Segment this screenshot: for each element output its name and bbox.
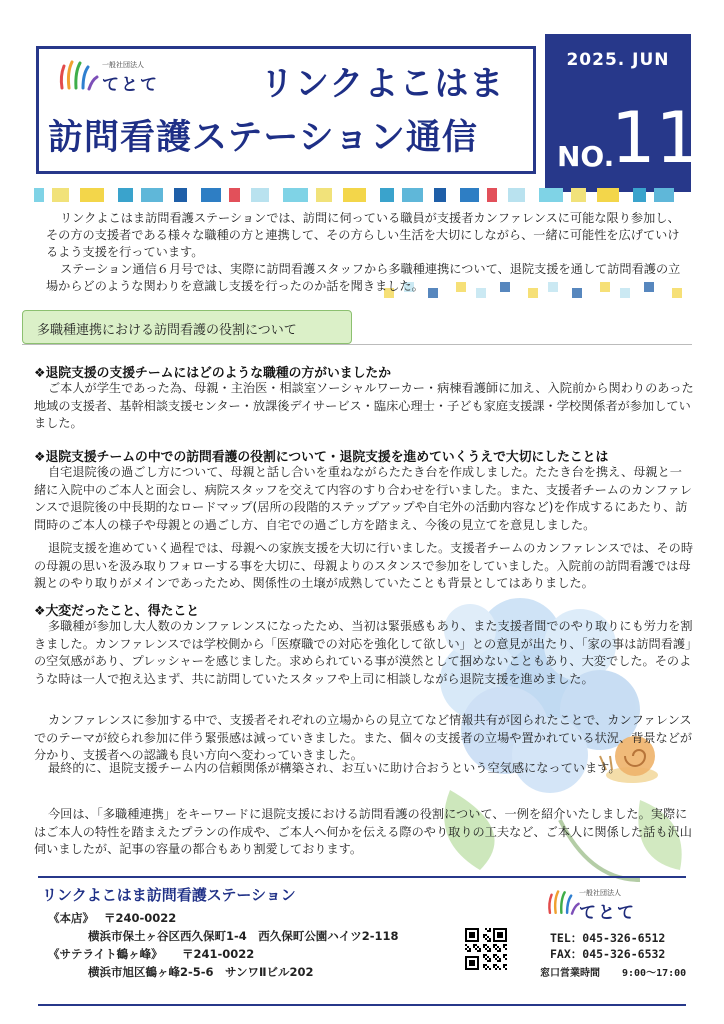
newsletter-title-line2: 訪問看護ステーション通信: [48, 118, 478, 158]
stripe-segment: [487, 188, 497, 202]
stripe-segment: [343, 188, 366, 202]
stripe-segment: [316, 188, 332, 202]
answer-paragraph: 最終的に、退院支援チーム内の信頼関係が構築され、お互いに助け合おうという空気感になっています。: [48, 761, 621, 775]
stripe-segment: [251, 188, 269, 202]
newsletter-title-line1: リンクよこはま: [260, 64, 505, 104]
stripe-segment: [539, 188, 563, 202]
answer-paragraph: 退院支援を進めていく過程では、母親への家族支援を大切に行いました。支援者チームのカンファレンスでは、その時の母親の思いを汲み取りフォローする事を大切に、母親よりのスタンスで参加をしていました。入院前の訪問看護では母親とのやり取りがメインであったため、関係性の土壌が成熟していたことも背景としてはありました。: [34, 541, 694, 591]
stripe-segment: [141, 188, 163, 202]
stripe-segment: [654, 188, 674, 202]
org-type-label: 一般社団法人: [102, 61, 144, 69]
satellite-office-zip: 〒241-0022: [182, 947, 255, 961]
section-header: [22, 310, 352, 344]
hand-logo-icon: [545, 886, 581, 920]
issue-box: [545, 34, 701, 192]
stripe-segment: [402, 188, 423, 202]
stripe-segment: [229, 188, 240, 202]
issue-number: 11: [611, 97, 701, 179]
stripe-segment: [174, 188, 187, 202]
fax-number: FAX：045-326-6532: [550, 947, 666, 961]
divider: [22, 344, 692, 345]
section-title: 多職種連携における訪問看護の役割について: [37, 323, 297, 338]
answer-paragraph: 多職種が参加し大人数のカンファレンスになったため、当初は緊張感もあり、また支援者間でのやり取りにも労力を割きました。カンファレンスでは学校側から「医療職での対応を強化して欲しい」との意見が出たり、「家の事は訪問看護」の空気感があり、プレッシャーを感じました。求められている事が漠然として掴めないこともあり、大変でした。そのような時は一人で抱え込まず、共に訪問していたスタッフや上司に相談しながら退院支援を進めました。: [34, 619, 693, 686]
answer-paragraph: 自宅退院後の過ごし方について、母親と話し合いを重ねながらたたき台を作成しました。たたき台を携え、母親と一緒に入院中のご本人と面会し、病院スタッフを交えて内容のすり合わせを行いました。また、支援者チームのカンファレンスで退院後の中長期的なロードマップ(居所の段階的ステップアップや自宅外の活動内容など)を作成するにあたり、訪問時のご本人の様子や母親との過ごし方、自宅での過ごし方を踏まえ、今後の見立てを意見しました。: [34, 465, 692, 532]
main-office-address: 横浜市保土ヶ谷区西久保町1-4 西久保町公園ハイツ2-118: [88, 929, 399, 943]
hours-value: 9:00～17:00: [622, 968, 687, 979]
org-name: てとて: [579, 903, 636, 923]
stripe-segment: [34, 188, 44, 202]
station-name: リンクよこはま訪問看護ステーション: [42, 886, 296, 904]
stripe-segment: [201, 188, 221, 202]
question-heading: ❖退院支援の支援チームにはどのような職種の方がいましたか: [34, 366, 391, 381]
intro-paragraph: リンクよこはま訪問看護ステーションでは、訪問に伺っている職員が支援者カンファレンスに可能な限り参加し、その方の支援者である様々な職種の方と連携して、その方らしい生活を大切にしながら、一緒に可能性を広げていけるよう支援を行っています。: [46, 211, 680, 259]
footer-divider: [38, 876, 686, 878]
issue-date: 2025. JUN: [566, 50, 670, 70]
org-type-label: 一般社団法人: [579, 889, 621, 897]
stripe-segment: [460, 188, 479, 202]
question-heading: ❖退院支援チームの中での訪問看護の役割について・退院支援を進めていくうえで大切にしたことは: [34, 450, 609, 465]
stripe-segment: [633, 188, 646, 202]
org-logo: [545, 886, 665, 926]
issue-number-label: NO.: [557, 140, 615, 173]
hours-label: 窓口営業時間: [540, 968, 600, 979]
color-stripe: [34, 188, 692, 202]
satellite-office-address: 横浜市旭区鶴ヶ峰2-5-6 サンワⅡビル202: [88, 965, 314, 979]
stripe-segment: [380, 188, 394, 202]
stripe-segment: [571, 188, 586, 202]
satellite-office-label: 《サテライト鶴ヶ峰》: [48, 947, 163, 961]
stripe-segment: [597, 188, 619, 202]
answer-paragraph: カンファレンスに参加する中で、支援者それぞれの立場からの見立てなど情報共有が図られたことで、カンファレンスでのテーマが絞られ参加に伴う緊張感は減っていきました。また、個々の支援者の立場や置かれている状況、背景などが分かり、支援者への認識も良い方向へ変わっていきました。: [34, 713, 693, 763]
stripe-segment: [434, 188, 446, 202]
stripe-segment: [52, 188, 69, 202]
stripe-segment: [508, 188, 525, 202]
stripe-segment: [283, 188, 308, 202]
hand-logo-icon: [56, 58, 100, 94]
qr-code-icon[interactable]: [465, 928, 507, 970]
stripe-segment: [118, 188, 133, 202]
org-logo: [56, 58, 176, 98]
question-heading: ❖大変だったこと、得たこと: [34, 604, 200, 619]
main-office-label: 《本店》: [48, 911, 94, 925]
footer-divider: [38, 1004, 686, 1006]
org-name: てとて: [102, 75, 159, 95]
answer-paragraph: ご本人が学生であった為、母親・主治医・相談室ソーシャルワーカー・病棟看護師に加え、入院前から関わりのあった地域の支援者、基幹相談支援センター・放課後デイサービス・臨床心理士・子ども家庭支援課・学校関係者が参加していました。: [34, 381, 694, 431]
main-office-zip: 〒240-0022: [104, 911, 177, 925]
phone-number: TEL：045-326-6512: [550, 931, 666, 945]
closing-paragraph: 今回は、「多職種連携」をキーワードに退院支援における訪問看護の役割について、一例を紹介いたしました。実際にはご本人の特性を踏まえたプランの作成や、ご本人へ何かを伝える際のやり取りの工夫など、ご本人に関係した話も沢山伺いましたが、記事の容量の都合もあり割愛しております。: [34, 807, 692, 857]
intro-paragraph: ステーション通信６月号では、実際に訪問看護スタッフから多職種連携について、退院支援を通して訪問看護の立場からどのような関わりを意識し支援を行ったのか話を聞きました。: [46, 262, 681, 293]
stripe-segment: [80, 188, 104, 202]
